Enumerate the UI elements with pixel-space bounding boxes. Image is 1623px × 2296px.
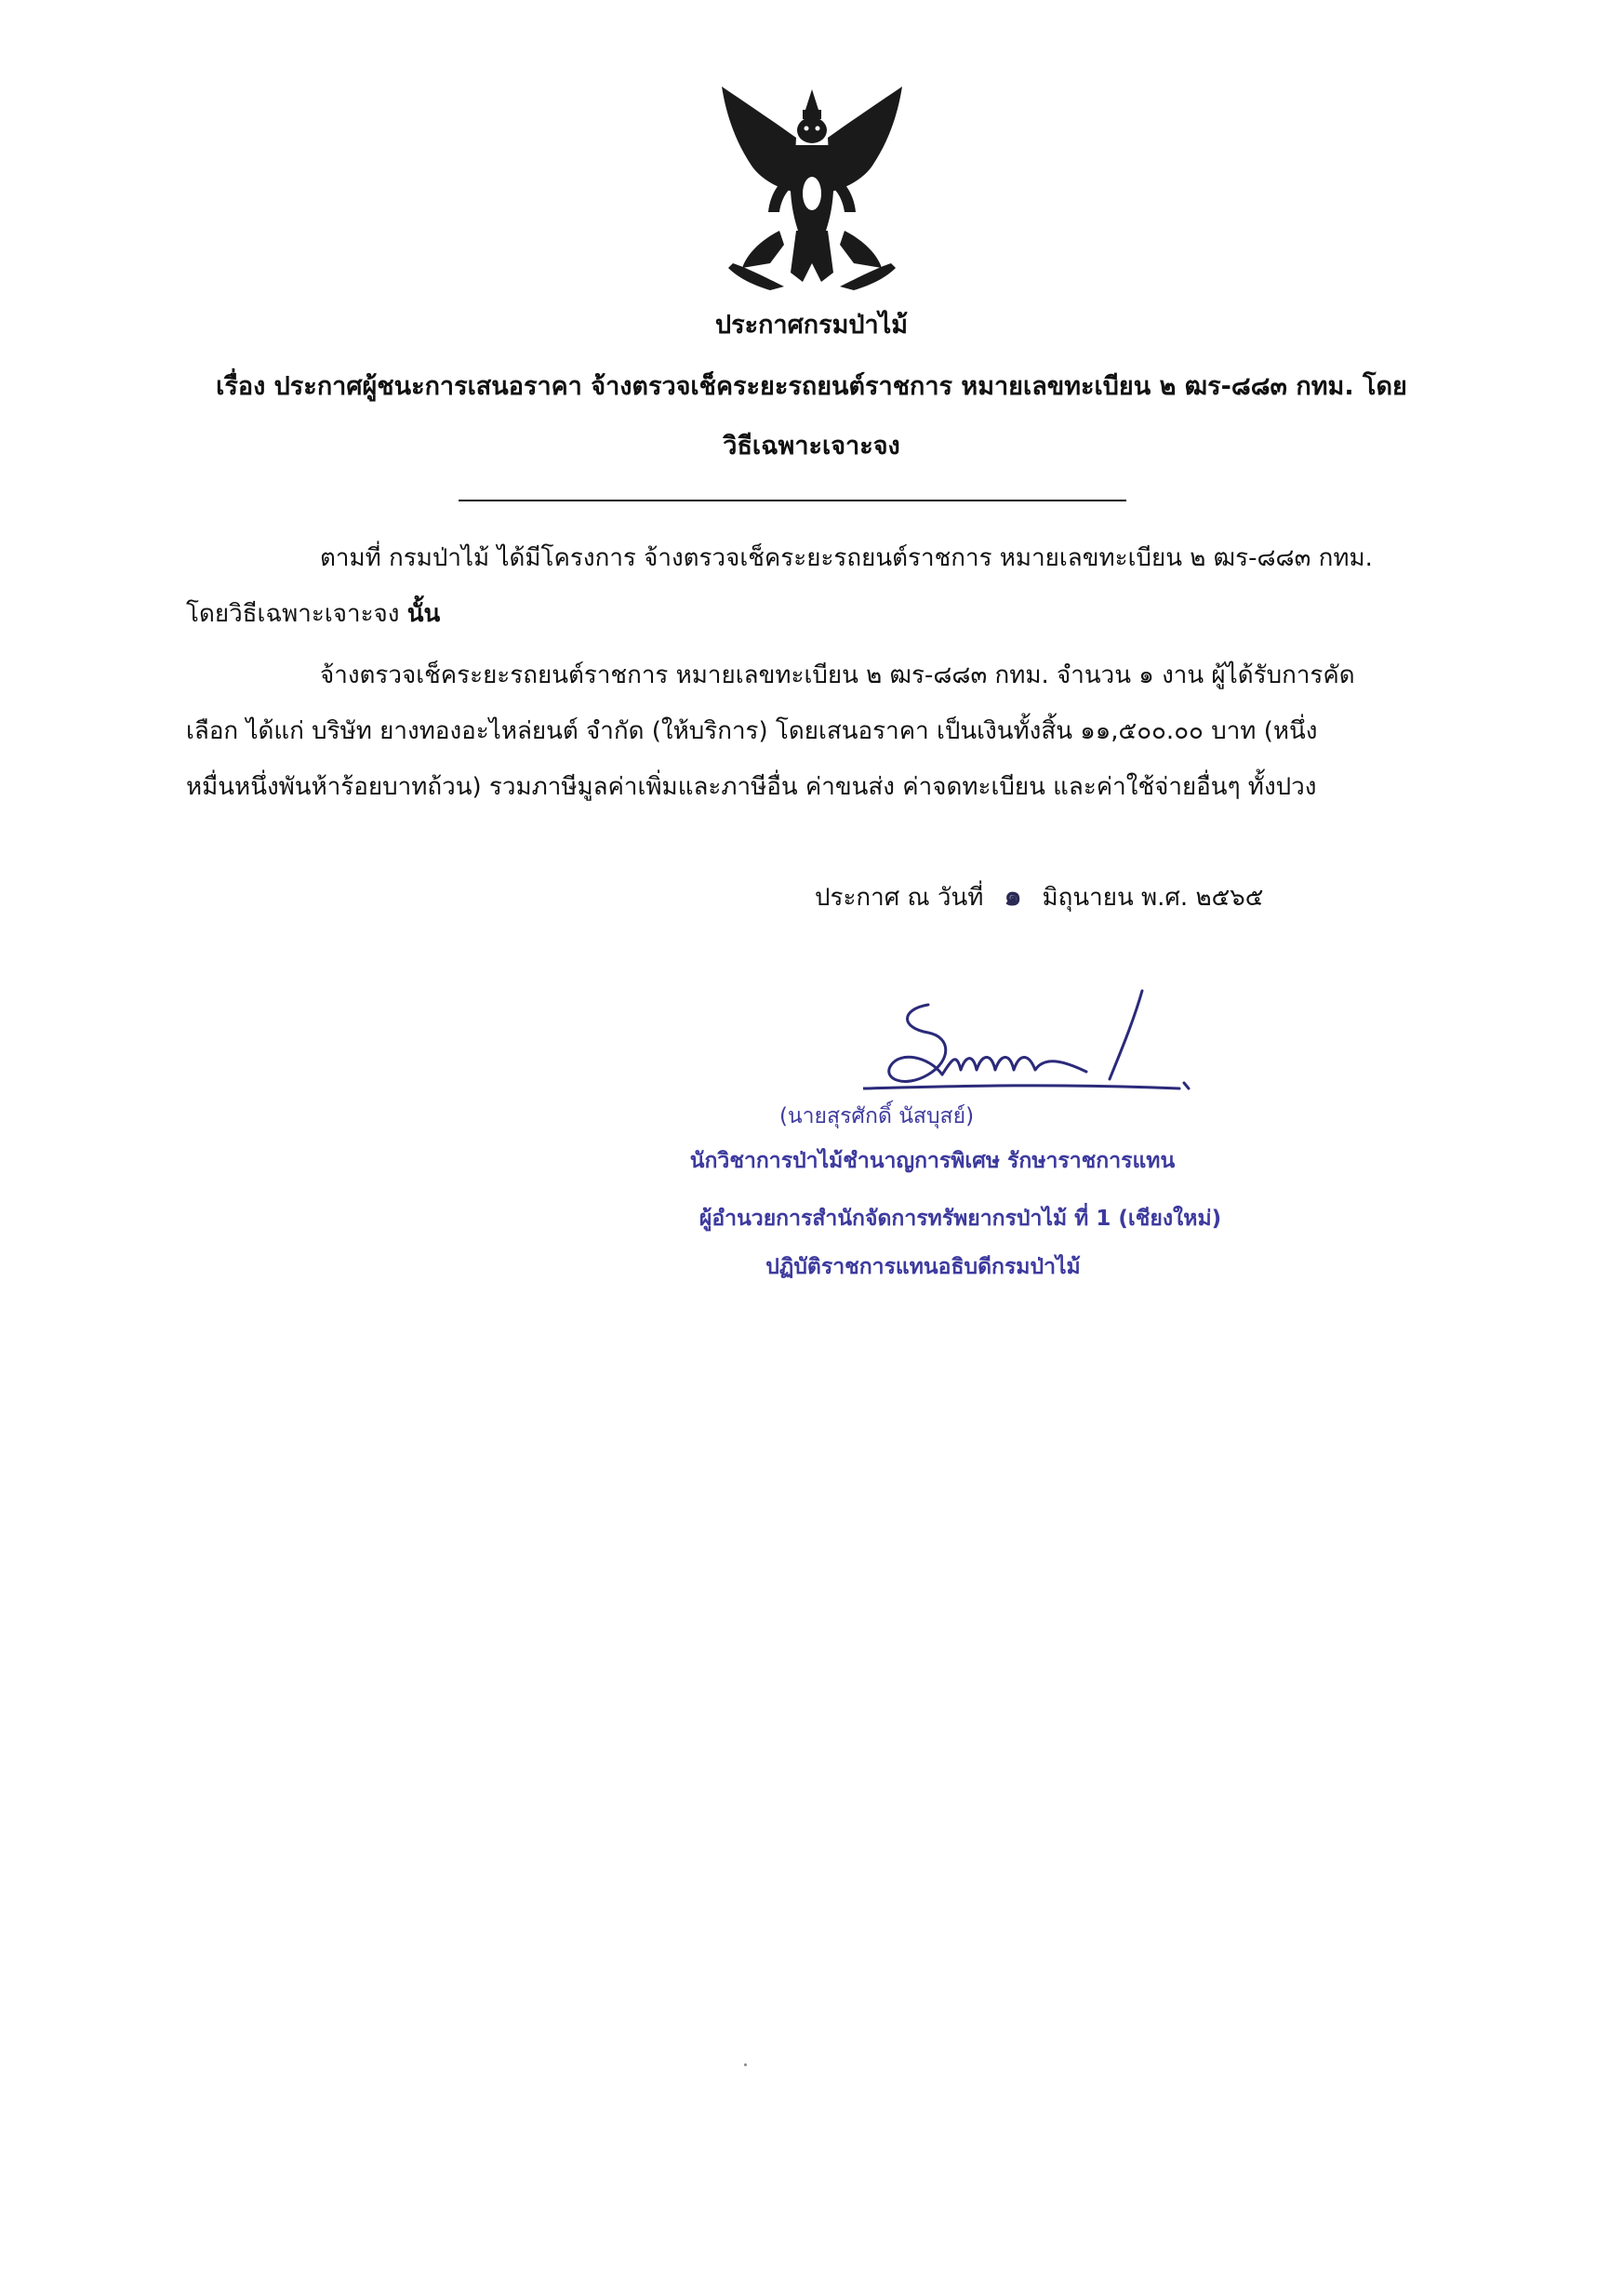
subject-line-1: เรื่อง ประกาศผู้ชนะการเสนอราคา จ้างตรวจเช็คระยะรถยนต์ราชการ หมายเลขทะเบียน ๒ ฒร-๘๘๓ กทม. โดย [216, 372, 1407, 401]
date-prefix: ประกาศ ณ วันที่ [815, 884, 984, 912]
signatory-position-3: ปฏิบัติราชการแทนอธิบดีกรมป่าไม้ [765, 1255, 1081, 1279]
subject-line-2: วิธีเฉพาะเจาะจง [723, 432, 900, 461]
signatory-position-2: ผู้อำนวยการสำนักจัดการทรัพยากรป่าไม้ ที่ 1 (เชียงใหม่) [698, 1207, 1222, 1231]
scan-speck [744, 2063, 747, 2066]
date-day: ๑ [1004, 880, 1022, 913]
paragraph-1-line-2 [186, 597, 440, 631]
garuda-emblem [714, 82, 910, 291]
paragraph-1-line-2-emphasis: นั้น [406, 600, 441, 628]
paragraph-2-line-2: เลือก ได้แก่ บริษัท ยางทองอะไหล่ยนต์ จำกัด (ให้บริการ) โดยเสนอราคา เป็นเงินทั้งสิ้น ๑๑,๕๐๐.๐๐ บาท (หนึ่ง [186, 717, 1318, 745]
signatory-position-1: นักวิชาการป่าไม้ชำนาญการพิเศษ รักษาราชการแทน [689, 1149, 1176, 1173]
paragraph-2-line-1: จ้างตรวจเช็คระยะรถยนต์ราชการ หมายเลขทะเบียน ๒ ฒร-๘๘๓ กทม. จำนวน ๑ งาน ผู้ได้รับการคัด [320, 661, 1355, 689]
handwritten-signature [863, 986, 1217, 1107]
signatory-name: (นายสุรศักดิ์ นัสบุสย์) [778, 1104, 975, 1128]
announcement-title: ประกาศกรมป่าไม้ [714, 311, 909, 340]
paragraph-2-line-3: หมื่นหนึ่งพันห้าร้อยบาทถ้วน) รวมภาษีมูลค่าเพิ่มและภาษีอื่น ค่าขนส่ง ค่าจดทะเบียน และค่าใช้จ่ายอื่นๆ ทั้งปวง [186, 773, 1317, 801]
paragraph-1-line-2-text: โดยวิธีเฉพาะเจาะจง [186, 600, 407, 628]
announcement-date [815, 880, 1263, 914]
divider-rule [459, 500, 1126, 501]
paragraph-1-line-1: ตามที่ กรมป่าไม้ ได้มีโครงการ จ้างตรวจเช็คระยะรถยนต์ราชการ หมายเลขทะเบียน ๒ ฒร-๘๘๓ กทม. [320, 544, 1373, 572]
date-suffix: มิถุนายน พ.ศ. ๒๕๖๕ [1042, 884, 1264, 912]
